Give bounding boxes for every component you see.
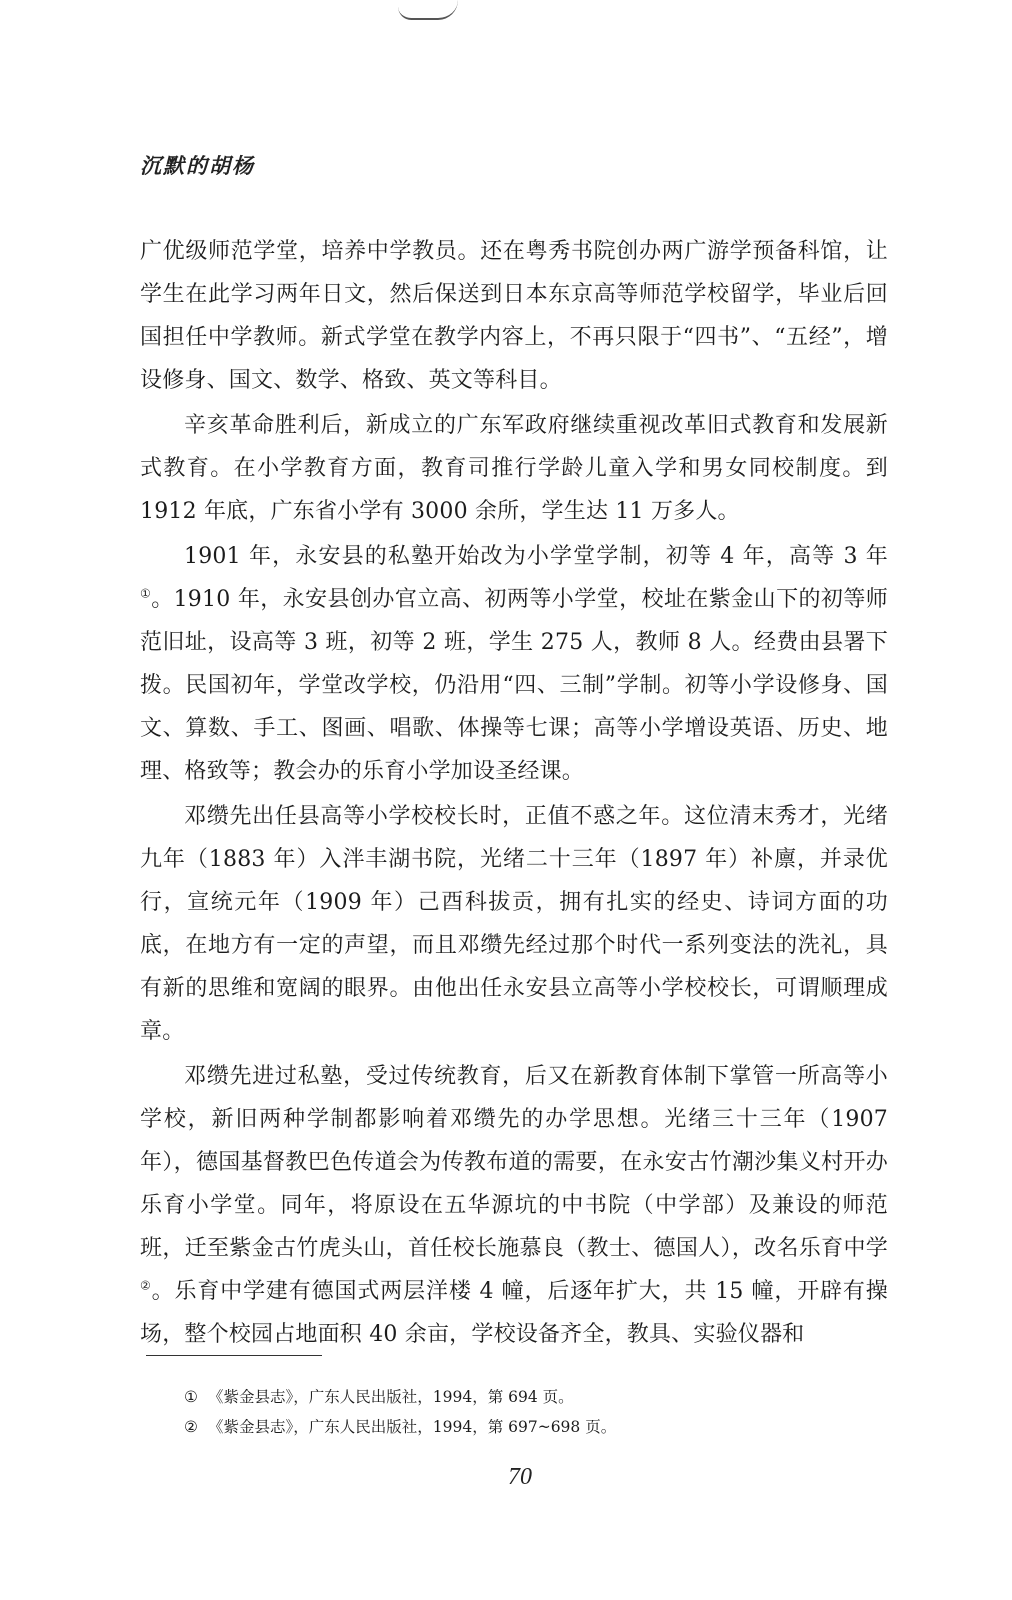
footnote-text: 《紫金县志》，广东人民出版社，1994，第 697~698 页。 [208, 1418, 617, 1436]
footnote-divider [146, 1355, 322, 1356]
paragraph-text: 1901 年，永安县的私塾开始改为小学堂学制，初等 4 年，高等 3 年 [184, 544, 888, 569]
footnote-text: 《紫金县志》，广东人民出版社，1994，第 694 页。 [208, 1388, 574, 1406]
footnote [184, 1412, 884, 1442]
scan-mark [398, 0, 458, 20]
footnote [184, 1382, 884, 1412]
paragraph-text: 。1910 年，永安县创办官立高、初两等小学堂，校址在紫金山下的初等师范旧址，设高等 3 班，初等 2 班，学生 275 人，教师 8 人。经费由县署下拨。民国初年，学堂改学校，仍沿用“四、三制”学制。初等小学设修身、国文、算数、手工、图画、唱歌、体操等七课；高等小学增设英语、历史、地理、格致等；教会办的乐育小学加设圣经课。 [140, 587, 888, 784]
paragraph [140, 1055, 888, 1356]
paragraph-text: 邓缵先进过私塾，受过传统教育，后又在新教育体制下掌管一所高等小学校，新旧两种学制都影响着邓缵先的办学思想。光绪三十三年（1907 年），德国基督教巴色传道会为传教布道的需要，在永安古竹潮沙集义村开办乐育小学堂。同年，将原设在五华源坑的中书院（中学部）及兼设的师范班，迁至紫金古竹虎头山，首任校长施慕良（教士、德国人），改名乐育中学 [140, 1064, 888, 1261]
paragraph: 邓缵先出任县高等小学校校长时，正值不惑之年。这位清末秀才，光绪九年（1883 年）入泮丰湖书院，光绪二十三年（1897 年）补廪，并录优行，宣统元年（1909 年）己酉科拔贡，拥有扎实的经史、诗词方面的功底，在地方有一定的声望，而且邓缵先经过那个时代一系列变法的洗礼，具有新的思维和宽阔的眼界。由他出任永安县立高等小学校校长，可谓顺理成章。 [140, 804, 888, 1044]
paragraph [140, 535, 888, 793]
footnote-mark: ① [184, 1388, 198, 1406]
running-title: 沉默的胡杨 [140, 154, 255, 178]
footnote-mark: ② [184, 1418, 198, 1436]
footnote-reference: ② [140, 1278, 152, 1293]
paragraph: 广优级师范学堂，培养中学教员。还在粤秀书院创办两广游学预备科馆，让学生在此学习两年日文，然后保送到日本东京高等师范学校留学，毕业后回国担任中学教师。新式学堂在教学内容上，不再只限于“四书”、“五经”，增设修身、国文、数学、格致、英文等科目。 [140, 239, 888, 393]
footnote-reference: ① [140, 586, 152, 601]
paragraph-text: 。乐育中学建有德国式两层洋楼 4 幢，后逐年扩大，共 15 幢，开辟有操场，整个校园占地面积 40 余亩，学校设备齐全，教具、实验仪器和 [140, 1279, 888, 1347]
paragraph: 辛亥革命胜利后，新成立的广东军政府继续重视改革旧式教育和发展新式教育。在小学教育方面，教育司推行学龄儿童入学和男女同校制度。到 1912 年底，广东省小学有 3000 余所，学生达 11 万多人。 [140, 413, 888, 524]
body-text [140, 230, 888, 1358]
footnotes [184, 1382, 884, 1442]
page-number: 70 [508, 1464, 532, 1490]
